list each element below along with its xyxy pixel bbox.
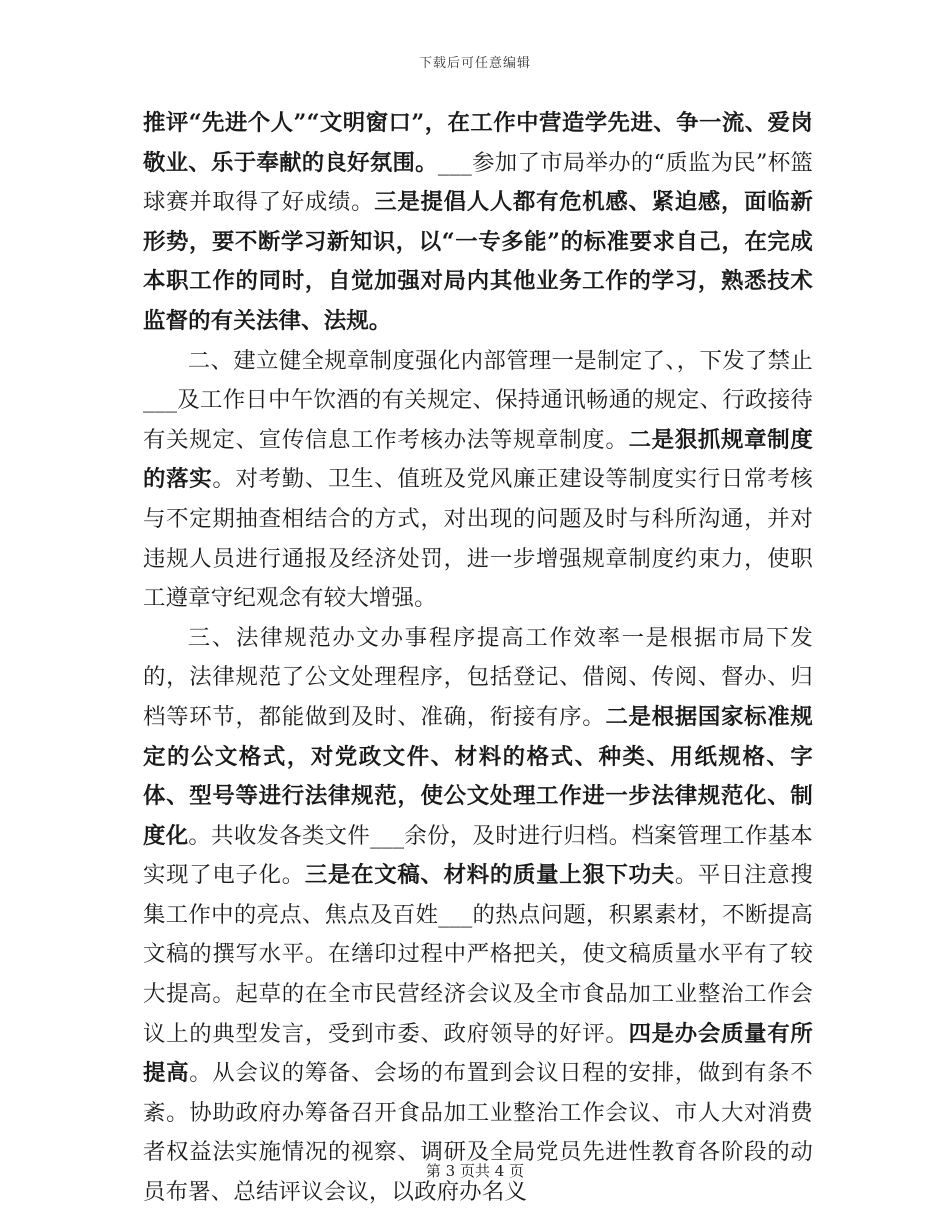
text-run: ___参加了市局举办的“质监为民”杯篮球赛并取得了好成绩。 bbox=[143, 149, 813, 216]
text-run: 。对考勤、卫生、值班及党风廉正建设等制度实行日常考核与不定期抽查相结合的方式，对出现的问题及时与科所沟通，并对违规人员进行通报及经济处罚，进一步增强规章制度约束力，使职工遵章守纪观念有较大增强。 bbox=[143, 466, 813, 612]
paragraph-3 bbox=[143, 619, 813, 1213]
paragraph-1 bbox=[143, 104, 813, 342]
text-run: 二、建立健全规章制度强化内部管理一是制定了、，下发了禁止___及工作日中午饮酒的有关规定、保持通讯畅通的规定、行政接待有关规定、宣传信息工作考核办法等规章制度。 bbox=[143, 347, 813, 453]
text-run: 。共收发各类文件___余份，及时进行归档。档案管理工作基本实现了电子化。 bbox=[143, 822, 813, 889]
document-body bbox=[143, 104, 813, 1213]
text-run: 四是办会质量有所提高 bbox=[143, 1020, 814, 1087]
text-run: 三是在文稿、材料的质量上狠下功夫 bbox=[304, 862, 675, 889]
paragraph-2 bbox=[143, 342, 813, 619]
text-run: 三、法律规范办文办事程序提高工作效率一是根据市局下发的，法律规范了公文处理程序，包括登记、借阅、传阅、督办、归档等环节，都能做到及时、准确，衔接有序。 bbox=[143, 624, 813, 730]
text-run: 二是根据国家标准规定的公文格式，对党政文件、材料的格式、种类、用纸规格、字体、型号等进行法律规范，使公文处理工作进一步法律规范化、制度化 bbox=[143, 703, 813, 849]
text-run: 三是提倡人人都有危机感、紧迫感，面临新形势，要不断学习新知识，以“一专多能”的标准要求自己，在完成本职工作的同时，自觉加强对局内其他业务工作的学习，熟悉技术监督的有关法律、法规。 bbox=[143, 189, 813, 334]
text-run: 。从会议的筹备、会场的布置到会议日程的安排，做到有条不紊。协助政府办筹备召开食品加工业整治工作会议、市人大对消费者权益法实施情况的视察、调研及全局党员先进性教育各阶段的动员布署、总结评议会议，以政府办名义 bbox=[143, 1060, 813, 1206]
page-footer: 第 3 页共 4 页 bbox=[425, 1162, 525, 1180]
text-run: 。平日注意搜集工作中的亮点、焦点及百姓___的热点问题，积累素材，不断提高文稿的撰写水平。在缮印过程中严格把关，使文稿质量水平有了较大提高。起草的在全市民营经济会议及全市食品加工业整治工作会议上的典型发言，受到市委、政府领导的好评。 bbox=[143, 862, 814, 1047]
text-run: 二是狠抓规章制度的落实 bbox=[143, 426, 814, 493]
page-header: 下载后可任意编辑 bbox=[418, 56, 531, 71]
text-run: 推评“先进个人”“文明窗口”，在工作中营造学先进、争一流、爱岗敬业、乐于奉献的良好氛围。 bbox=[143, 110, 813, 176]
